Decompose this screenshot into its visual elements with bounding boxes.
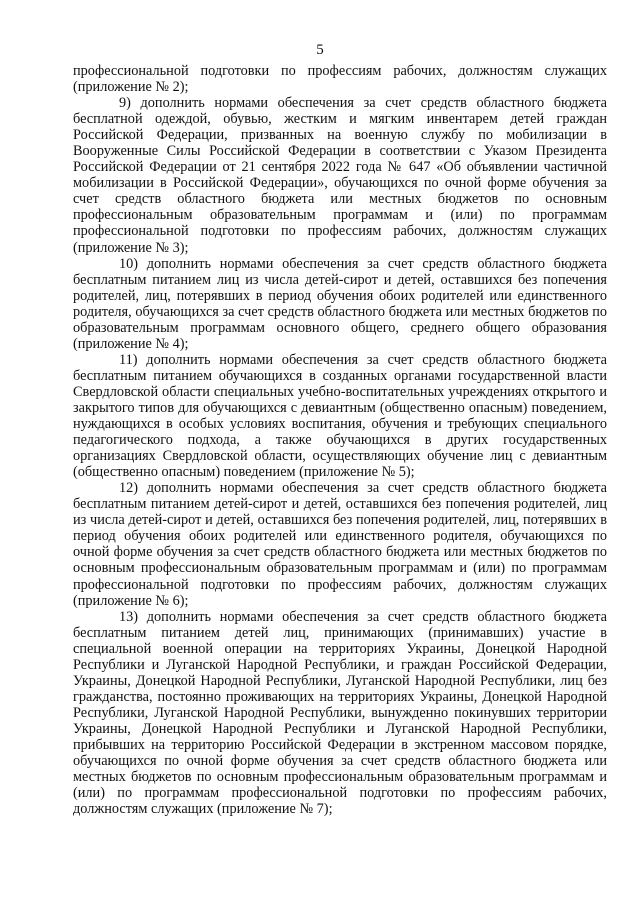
document-body bbox=[73, 63, 607, 817]
paragraph-item-12: 12) дополнить нормами обеспечения за счет средств областного бюджета бесплатным питанием детей-сирот и детей, оставшихся без попечения родителей, лиц из числа детей-сирот и детей, оставшихся без попечения родителей, лиц, потерявших в период обучения обоих родителей или единственного родителя, обучающихся по очной форме обучения за счет средств областного бюджета или местных бюджетов по основным профессиональным образовательным программам и (или) по программам профессиональной подготовки по профессиям рабочих, должностям служащих (приложение № 6); bbox=[73, 480, 607, 609]
paragraph-item-11: 11) дополнить нормами обеспечения за счет средств областного бюджета бесплатным питанием обучающихся в созданных органами государственной власти Свердловской области специальных учебно-воспитательных учреждениях открытого и закрытого типов для обучающихся с девиантным (общественно опасным) поведением, нуждающихся в особых условиях воспитания, обучения и требующих специального педагогического подхода, а также обучающихся в других государственных организациях Свердловской области, осуществляющих обучение лиц с девиантным (общественно опасным) поведением (приложение № 5); bbox=[73, 351, 607, 481]
paragraph-continuation: профессиональной подготовки по профессиям рабочих, должностям служащих (приложение № 2); bbox=[73, 63, 607, 96]
paragraph-item-13: 13) дополнить нормами обеспечения за счет средств областного бюджета бесплатным питанием детей лиц, принимающих (принимавших) участие в специальной военной операции на территориях Украины, Донецкой Народной Республики и Луганской Народной Республики, и граждан Российской Федерации, Украины, Донецкой Народной Республики, Луганской Народной Республики, лиц без гражданства, постоянно проживающих на территориях Украины, Донецкой Народной Республики, Луганской Народной Республики, вынужденно покинувших территории Украины, Донецкой Народной Республики и Луганской Народной Республики, прибывших на территорию Российской Федерации в экстренном массовом порядке, обучающихся по очной форме обучения за счет средств областного бюджета или местных бюджетов по основным профессиональным образовательным программам и (или) по программам профессиональной подготовки по профессиям рабочих, должностям служащих (приложение № 7); bbox=[73, 608, 607, 818]
page-number: 5 bbox=[316, 42, 324, 58]
paragraph-item-9: 9) дополнить нормами обеспечения за счет средств областного бюджета бесплатной одеждой, обувью, жестким и мягким инвентарем детей граждан Российской Федерации, призванных на военную службу по мобилизации в Вооруженные Силы Российской Федерации в соответствии с Указом Президента Российской Федерации от 21 сентября 2022 года № 647 «Об объявлении частичной мобилизации в Российской Федерации», обучающихся по очной форме обучения за счет средств областного бюджета или местных бюджетов по основным профессиональным образовательным программам и (или) по программам профессиональной подготовки по профессиям рабочих, должностям служащих (приложение № 3); bbox=[73, 95, 607, 256]
paragraph-item-10: 10) дополнить нормами обеспечения за счет средств областного бюджета бесплатным питанием лиц из числа детей-сирот и детей, оставшихся без попечения родителей, лиц, потерявших в период обучения обоих родителей или единственного родителя, обучающихся за счет средств областного бюджета или местных бюджетов по образовательным программам основного общего, среднего общего образования (приложение № 4); bbox=[73, 255, 607, 352]
